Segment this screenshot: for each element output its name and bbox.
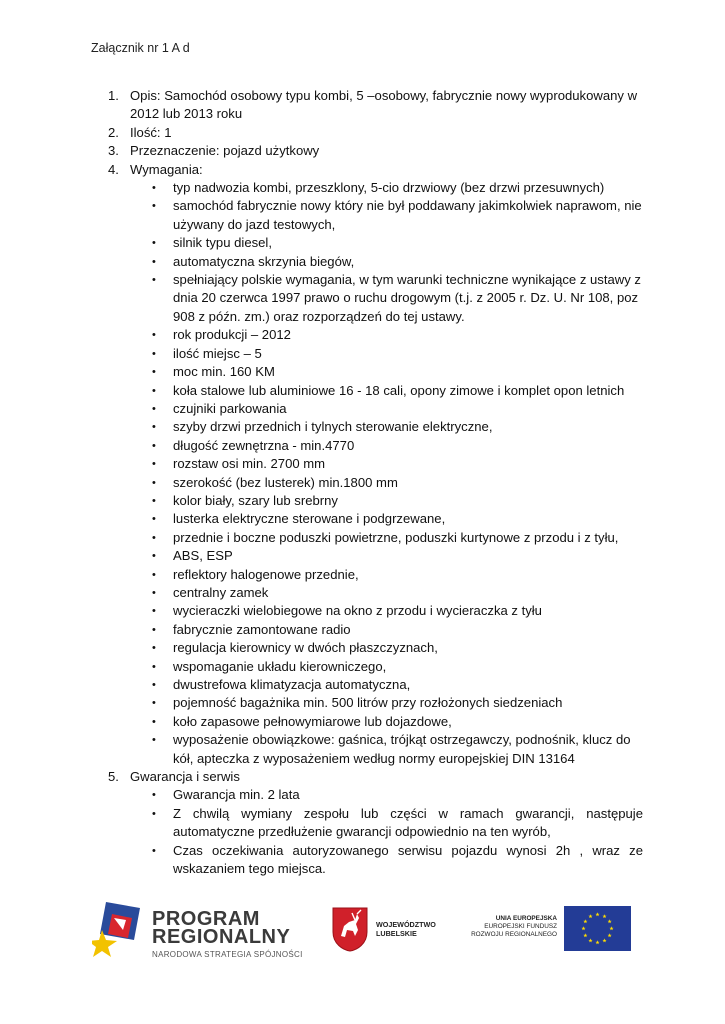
bullet-icon: • <box>152 679 156 691</box>
list-item: • ABS, ESP <box>150 547 643 565</box>
bullet-icon: • <box>152 494 156 507</box>
list-item: • kolor biały, szary lub srebrny <box>150 492 643 510</box>
list-item: • moc min. 160 KM <box>150 363 643 381</box>
program-regionalny-logo-icon <box>92 900 146 958</box>
list-item: • fabrycznie zamontowane radio <box>150 621 643 639</box>
list-item: • pojemność bagażnika min. 500 litrów przy rozłożonych siedzeniach <box>150 694 643 712</box>
bullet-icon: • <box>152 182 156 195</box>
bullet-icon: • <box>152 586 156 599</box>
list-item: • przednie i boczne poduszki powietrzne, poduszki kurtynowe z przodu i z tyłu, <box>150 529 643 547</box>
bullet-icon: • <box>152 421 156 434</box>
list-item: • wspomaganie układu kierowniczego, <box>150 658 643 676</box>
list-item: 1. Opis: Samochód osobowy typu kombi, 5 –osobowy, fabrycznie nowy wyprodukowany w 2012 lub 2013 roku <box>108 88 638 122</box>
bullet-icon: • <box>152 366 156 379</box>
bullet-icon: • <box>152 844 156 857</box>
list-item: • szyby drzwi przednich i tylnych sterowanie elektryczne, <box>150 418 643 436</box>
program-regionalny-subtitle: NARODOWA STRATEGIA SPÓJNOŚCI <box>152 950 303 959</box>
bullet-icon: • <box>152 402 156 415</box>
list-item: 4. Wymagania: <box>108 161 203 177</box>
bullet-icon: • <box>152 715 156 728</box>
bullet-icon: • <box>152 255 156 268</box>
bullet-icon: • <box>152 329 156 342</box>
bullet-icon: • <box>152 200 156 213</box>
bullet-icon: • <box>152 568 156 581</box>
bullet-icon: • <box>152 439 156 452</box>
list-item: 5. Gwarancja i serwis <box>108 769 240 785</box>
wojewodztwo-text: WOJEWÓDZTWO LUBELSKIE <box>376 920 436 938</box>
lubelskie-coat-of-arms-icon <box>331 906 369 952</box>
bullet-icon: • <box>152 660 156 673</box>
bullet-icon: • <box>152 458 156 471</box>
bullet-icon: • <box>152 734 156 747</box>
list-item: • koło zapasowe pełnowymiarowe lub dojazdowe, <box>150 713 643 731</box>
bullet-icon: • <box>152 531 156 544</box>
bullet-icon: • <box>152 476 156 489</box>
bullet-icon: • <box>152 384 156 397</box>
list-item: • reflektory halogenowe przednie, <box>150 566 643 584</box>
bullet-icon: • <box>152 789 156 802</box>
bullet-icon: • <box>152 642 156 655</box>
list-item: • automatyczna skrzynia biegów, <box>150 253 643 271</box>
bullet-icon: • <box>152 513 156 526</box>
list-item: 3. Przeznaczenie: pojazd użytkowy <box>108 143 320 159</box>
warranty-list <box>108 786 643 878</box>
bullet-icon: • <box>152 274 156 287</box>
list-item: • szerokość (bez lusterek) min.1800 mm <box>150 474 643 492</box>
list-item: • długość zewnętrzna - min.4770 <box>150 437 643 455</box>
bullet-icon: • <box>152 550 156 563</box>
list-item: • rozstaw osi min. 2700 mm <box>150 455 643 473</box>
requirements-list <box>108 179 643 768</box>
bullet-icon: • <box>152 697 156 710</box>
list-item: • regulacja kierownicy w dwóch płaszczyznach, <box>150 639 643 657</box>
list-item: • Czas oczekiwania autoryzowanego serwisu pojazdu wynosi 2h , wraz ze wskazaniem tego miejsca. <box>152 842 643 877</box>
bullet-icon: • <box>152 623 156 636</box>
bullet-icon: • <box>152 605 156 618</box>
logo-bar <box>0 896 725 976</box>
list-item: • rok produkcji – 2012 <box>150 326 643 344</box>
list-item: 2. Ilość: 1 <box>108 124 172 140</box>
list-item: • spełniający polskie wymagania, w tym warunki techniczne wynikające z ustawy z dnia 20 czerwca 1997 prawo o ruchu drogowym (t.j. z 2005 r. Dz. U. Nr 108, poz 908 z późn. zm.) oraz rozporządzeń do tej ustawy. <box>152 272 641 324</box>
list-item: • koła stalowe lub aluminiowe 16 - 18 cali, opony zimowe i komplet opon letnich <box>150 382 643 400</box>
bullet-icon: • <box>152 347 156 360</box>
list-item: • wyposażenie obowiązkowe: gaśnica, trójkąt ostrzegawczy, podnośnik, klucz do kół, apteczka z wyposażeniem według normy europejskiej DIN 13164 <box>152 732 631 766</box>
bullet-icon: • <box>152 237 156 250</box>
list-item: • silnik typu diesel, <box>150 234 643 252</box>
list-item: • Gwarancja min. 2 lata <box>150 786 643 804</box>
list-item: • czujniki parkowania <box>150 400 643 418</box>
list-item: • wycieraczki wielobiegowe na okno z przodu i wycieraczka z tyłu <box>150 602 643 620</box>
list-item: • samochód fabrycznie nowy który nie był poddawany jakimkolwiek naprawom, nie używany do jazd testowych, <box>152 198 642 232</box>
list-item: • lusterka elektryczne sterowane i podgrzewane, <box>150 510 643 528</box>
page-header: Załącznik nr 1 A d <box>91 41 190 55</box>
eu-flag-icon <box>564 906 631 951</box>
list-item: • centralny zamek <box>150 584 643 602</box>
eu-fund-text: UNIA EUROPEJSKA EUROPEJSKI FUNDUSZ ROZWOJU REGIONALNEGO <box>471 915 557 938</box>
list-item: • Z chwilą wymiany zespołu lub części w ramach gwarancji, następuje automatyczne przedłużenie gwarancji odpowiednio na ten wyrób, <box>152 805 643 840</box>
list-item: • typ nadwozia kombi, przeszklony, 5-cio drzwiowy (bez drzwi przesuwnych) <box>150 179 643 197</box>
document-body <box>108 87 643 878</box>
program-regionalny-text: PROGRAM REGIONALNY <box>152 908 291 948</box>
list-item: • ilość miejsc – 5 <box>150 345 643 363</box>
list-item: • dwustrefowa klimatyzacja automatyczna, <box>150 676 643 694</box>
bullet-icon: • <box>152 807 156 820</box>
